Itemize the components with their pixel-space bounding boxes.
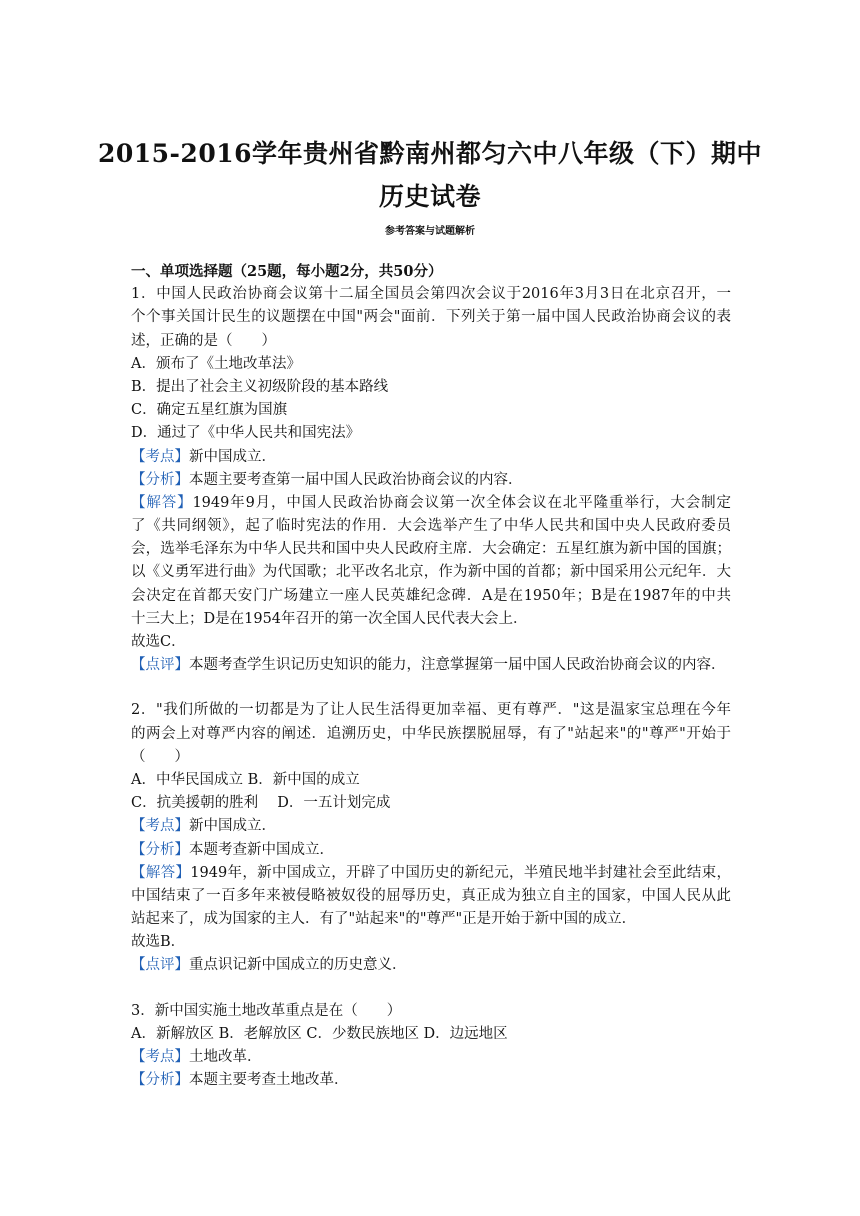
fenxi-text: 本题考查新中国成立．	[189, 841, 334, 858]
answer-line: 故选C．	[131, 634, 186, 650]
jieda-text: 1949年，新中国成立，开辟了中国历史的新纪元，半殖民地半封建社会至此结束，	[190, 864, 732, 881]
kaodian-tag: 【考点】	[131, 818, 189, 835]
dianping-text: 重点识记新中国成立的历史意义．	[189, 957, 407, 974]
jieda-continuation: 以《义勇军进行曲》为代国歌；北平改名北京，作为新中国的首都；新中国采用公元纪年．大	[131, 564, 731, 581]
question-stem-line: 的两会上对尊严内容的阐述．追溯历史，中华民族摆脱屈辱，有了"站起来"的"尊严"开始于	[131, 725, 731, 742]
dianping-text: 本题考查学生识记历史知识的能力，注意掌握第一届中国人民政治协商会议的内容．	[189, 657, 726, 674]
jieda-continuation: 十三大上；D是在1954年召开的第一次全国人民代表大会上．	[131, 610, 528, 627]
option-b: B．提出了社会主义初级阶段的基本路线	[131, 378, 389, 395]
kaodian-line	[131, 446, 731, 469]
question-stem-line: 1．中国人民政治协商会议第十二届全国员会第四次会议于2016年3月3日在北京召开，一	[131, 286, 731, 303]
option-c: C．确定五星红旗为国旗	[131, 402, 288, 419]
kaodian-line	[131, 815, 731, 838]
fenxi-text: 本题主要考查土地改革．	[189, 1072, 349, 1089]
section-heading: 一、单项选择题（25题，每小题2分，共50分）	[131, 263, 443, 280]
jieda-line	[131, 492, 731, 515]
options-row: A．中华民国成立 B．新中国的成立	[131, 771, 360, 788]
answer-line: 故选B．	[131, 934, 186, 951]
kaodian-text: 新中国成立．	[189, 818, 276, 835]
document-title-line1: 2015-2016学年贵州省黔南州都匀六中八年级（下）期中	[97, 139, 763, 168]
options-row: A．新解放区 B．老解放区 C．少数民族地区 D．边远地区	[131, 1025, 508, 1042]
options-row: C．抗美援朝的胜利 D．一五计划完成	[131, 795, 391, 812]
fenxi-tag: 【分析】	[131, 471, 189, 488]
fenxi-text: 本题主要考查第一届中国人民政治协商会议的内容．	[189, 471, 523, 488]
question-stem-line: 述，正确的是（ ）	[131, 332, 276, 349]
jieda-text: 1949年9月，中国人民政治协商会议第一次全体会议在北平隆重举行，大会制定	[192, 494, 732, 511]
fenxi-tag: 【分析】	[131, 841, 189, 858]
fenxi-tag: 【分析】	[131, 1072, 189, 1089]
jieda-continuation: 会决定在首都天安门广场建立一座人民英雄纪念碑．A是在1950年；B是在1987年的中共	[131, 587, 731, 604]
jieda-continuation: 站起来了，成为国家的主人．有了"站起来"的"尊严"正是开始于新中国的成立．	[131, 911, 637, 928]
kaodian-tag: 【考点】	[131, 1049, 189, 1065]
spacer	[131, 978, 731, 1000]
question-2	[131, 699, 731, 977]
jieda-line	[131, 862, 731, 885]
spacer	[131, 677, 731, 699]
option-d: D．通过了《中华人民共和国宪法》	[131, 425, 361, 442]
document-subtitle: 参考答案与试题解析	[385, 226, 475, 237]
question-1	[131, 283, 731, 677]
option-a: A．颁布了《土地改革法》	[131, 355, 301, 372]
dianping-tag: 【点评】	[131, 657, 189, 674]
kaodian-text: 土地改革．	[189, 1049, 262, 1065]
question-stem-line: 个个事关国计民生的议题摆在中国"两会"面前．下列关于第一届中国人民政治协商会议的表	[131, 309, 731, 326]
question-stem-line: 3．新中国实施土地改革重点是在（ ）	[131, 1002, 402, 1019]
fenxi-line	[131, 1069, 731, 1092]
jieda-continuation: 会，选举毛泽东为中华人民共和国中央人民政府主席．大会确定：五星红旗为新中国的国旗；	[131, 541, 731, 558]
kaodian-text: 新中国成立．	[189, 448, 276, 465]
dianping-line	[131, 654, 731, 677]
fenxi-line	[131, 469, 731, 492]
question-stem-line: 2．"我们所做的一切都是为了让人民生活得更加幸福、更有尊严．"这是温家宝总理在今年	[131, 702, 731, 719]
jieda-tag: 【解答】	[131, 494, 193, 511]
question-3	[131, 1000, 731, 1093]
kaodian-tag: 【考点】	[131, 448, 189, 465]
fenxi-line	[131, 839, 731, 862]
jieda-continuation: 了《共同纲领》，起了临时宪法的作用．大会选举产生了中华人民共和国中央人民政府委员	[131, 518, 731, 535]
jieda-continuation: 中国结束了一百多年来被侵略被奴役的屈辱历史，真正成为独立自主的国家，中国人民从此	[131, 887, 731, 904]
dianping-line	[131, 954, 731, 977]
document-body	[131, 260, 731, 1092]
question-stem-line: （ ）	[131, 748, 189, 765]
jieda-tag: 【解答】	[131, 864, 191, 881]
kaodian-line	[131, 1046, 731, 1069]
document-title-line2: 历史试卷	[378, 182, 481, 211]
dianping-tag: 【点评】	[131, 957, 189, 974]
